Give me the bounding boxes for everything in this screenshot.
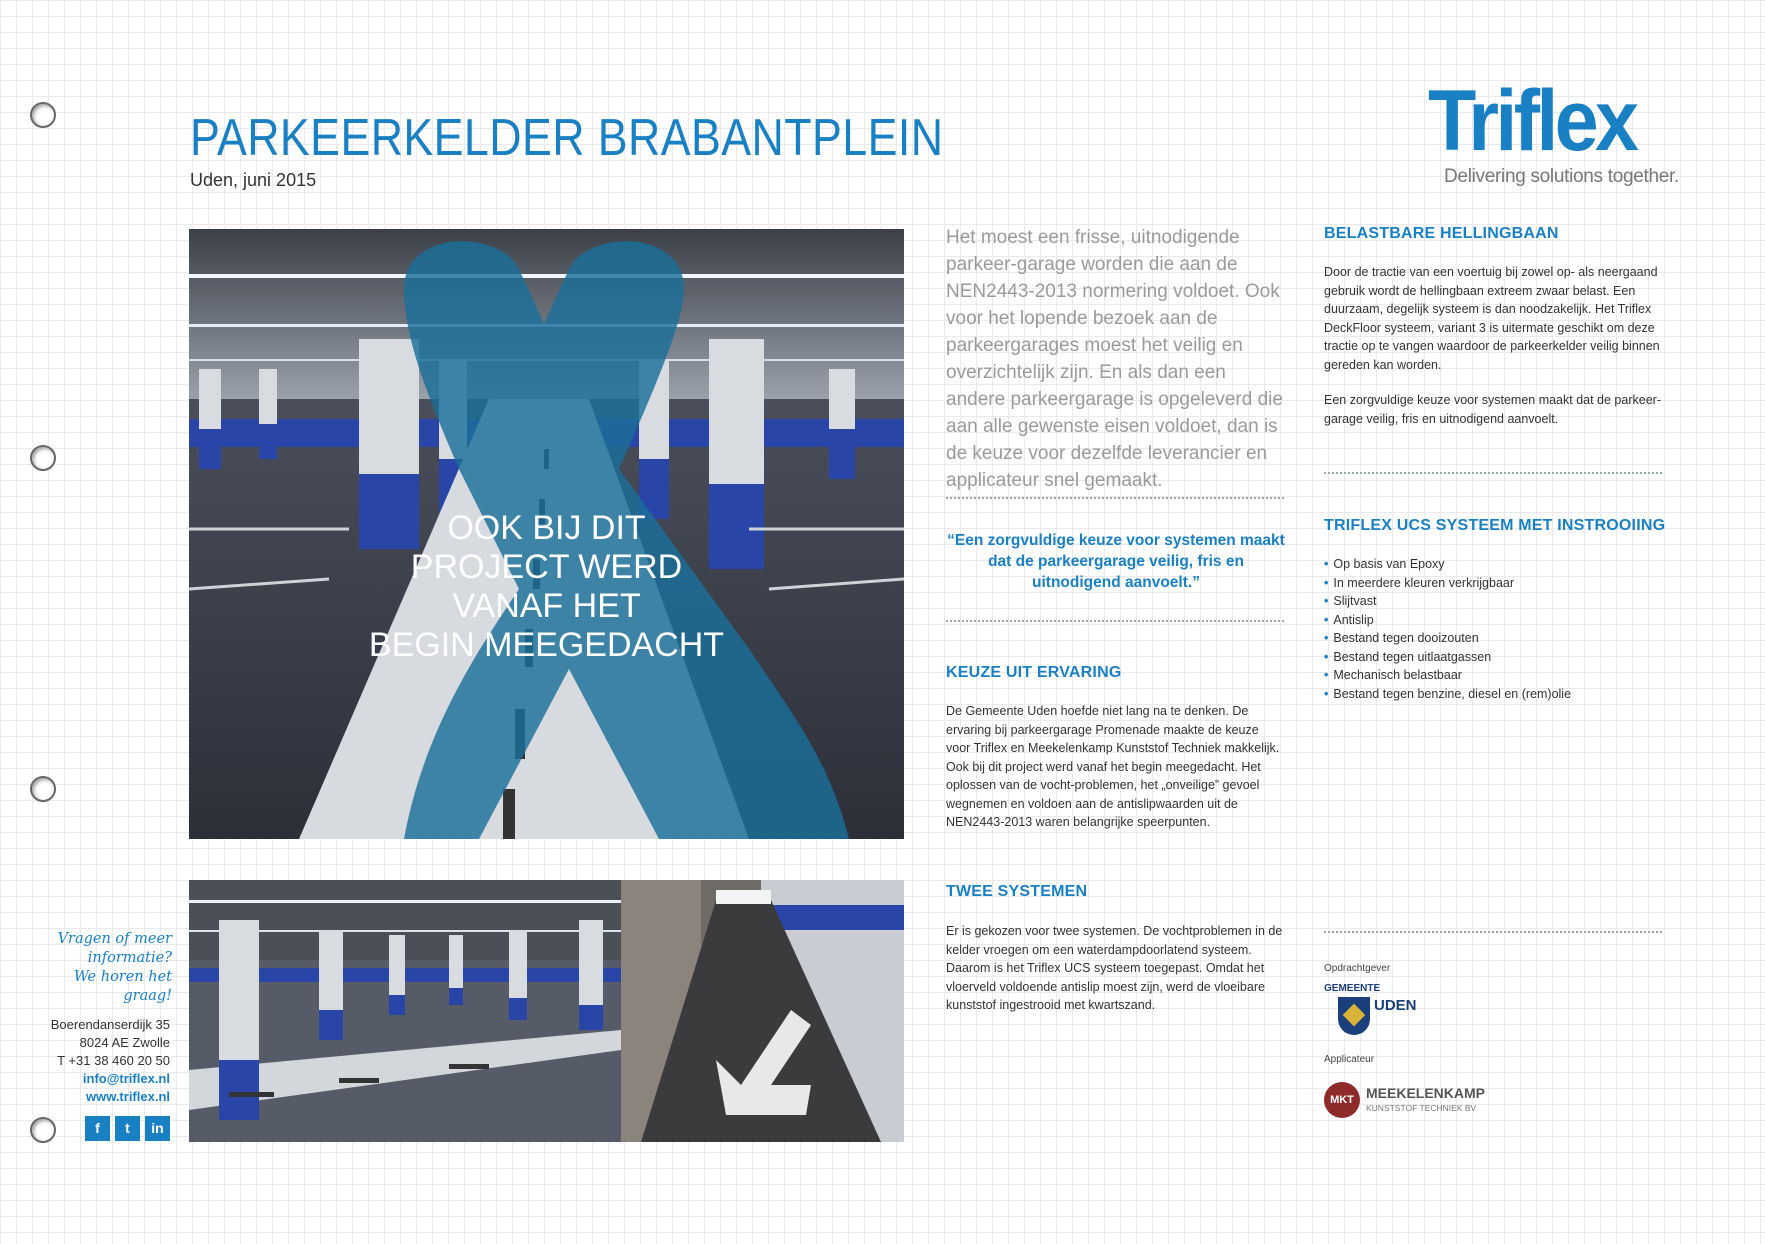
twitter-icon[interactable]: t <box>115 1116 140 1141</box>
caption-line: PROJECT WERD <box>410 548 683 586</box>
logo-tagline: Delivering solutions together. <box>1444 166 1679 187</box>
section-heading-twee: TWEE SYSTEMEN <box>946 883 1088 900</box>
ucs-feature-list <box>1324 555 1662 703</box>
binder-hole <box>30 1117 56 1143</box>
gemeente-uden-logo <box>1324 983 1444 1041</box>
section-heading-ucs: TRIFLEX UCS SYSTEEM MET INSTROOIING <box>1324 517 1666 534</box>
divider <box>946 497 1284 499</box>
main-photo <box>189 229 904 839</box>
meekelenkamp-logo <box>1324 1080 1524 1122</box>
parking-floor-photo <box>189 880 621 1142</box>
email-link[interactable]: info@triflex.nl <box>82 1071 170 1086</box>
divider <box>1324 931 1662 933</box>
applicator-sub: KUNSTSTOF TECHNIEK BV <box>1366 1103 1477 1113</box>
page-subtitle: Uden, juni 2015 <box>190 170 317 190</box>
address-line: Boerendanserdijk 35 <box>50 1017 170 1032</box>
logo-wordmark: Triflex <box>1428 73 1636 169</box>
facebook-icon[interactable]: f <box>85 1116 110 1141</box>
client-label: Opdrachtgever <box>1324 963 1391 974</box>
caption-line: OOK BIJ DIT <box>447 509 646 547</box>
callout-line: informatie? <box>87 950 172 966</box>
divider <box>1324 472 1662 474</box>
mkt-badge-text: MKT <box>1330 1094 1354 1106</box>
callout-line: We horen het graag! <box>73 969 172 1004</box>
triflex-logo <box>1428 73 1679 198</box>
binder-hole <box>30 776 56 802</box>
contact-callout <box>30 930 172 1006</box>
caption-line: BEGIN MEEGEDACHT <box>368 626 725 664</box>
section-heading-helling: BELASTBARE HELLINGBAAN <box>1324 225 1559 242</box>
binder-hole <box>30 445 56 471</box>
section-heading-keuze: KEUZE UIT ERVARING <box>946 664 1122 681</box>
photo-caption <box>189 509 904 665</box>
list-item: • In meerdere kleuren verkrijgbaar <box>1324 574 1662 593</box>
applicator-label: Applicateur <box>1324 1054 1375 1065</box>
section-body-keuze: De Gemeente Uden hoefde niet lang na te denken. De ervaring bij parkeergarage Promenade maakte de keuze voor Triflex en Meekelenkamp Kunststof Techniek makkelijk. Ook bij dit project werd vanaf het begin meegedacht. Het oplossen van de vocht-problemen, het „onveilige” gevoel wegnemen en voldoen aan de antislipwaarden uit de NEN2443-2013 waren belangrijke speerpunten. <box>946 704 1280 829</box>
pull-quote: “Een zorgvuldige keuze voor systemen maakt dat de parkeergarage veilig, fris en uitnodigend aanvoelt.” <box>947 532 1285 591</box>
list-item: • Op basis van Epoxy <box>1324 555 1662 574</box>
parking-floor-illustration <box>189 880 621 1142</box>
list-item: • Slijtvast <box>1324 592 1662 611</box>
list-item: • Bestand tegen uitlaatgassen <box>1324 648 1662 667</box>
intro-text: Het moest een frisse, uitnodigende parkeer-garage worden die aan de NEN2443-2013 normering voldoet. Ook voor het lopende bezoek aan de parkeergarages moest het veilig en overzichtelijk zijn. En als dan een andere parkeergarage is opgeleverd die aan alle gewenste eisen voldoet, dan is de keuze voor dezelfde leverancier en applicateur snel gemaakt. <box>946 227 1283 491</box>
client-logo-top: GEMEENTE <box>1324 983 1381 994</box>
website-link[interactable]: www.triflex.nl <box>85 1089 170 1104</box>
callout-line: Vragen of meer <box>57 931 172 947</box>
list-item: • Mechanisch belastbaar <box>1324 666 1662 685</box>
coat-of-arms-icon <box>1338 997 1370 1035</box>
list-item: • Bestand tegen dooizouten <box>1324 629 1662 648</box>
section-body-twee: Er is gekozen voor twee systemen. De vochtproblemen in de kelder vroegen om een waterdampdoorlatend systeem. Daarom is het Triflex UCS systeem toegepast. Omdat het vloerveld voldoende antislip moest zijn, werd de vloeibare kunststof ingestrooid met kwartszand. <box>946 924 1283 1012</box>
caption-line: VANAF HET <box>452 587 641 625</box>
section-body-helling-2: Een zorgvuldige keuze voor systemen maakt dat de parkeer-garage veilig, fris en uitnodigend aanvoelt. <box>1324 393 1661 426</box>
section-body-helling: Door de tractie van een voertuig bij zowel op- als neergaand gebruik wordt de hellingbaan extreem zwaar belast. Een duurzaam, degelijk systeem is dan noodzakelijk. Het Triflex DeckFloor systeem, variant 3 is uitermate geschikt om deze tractie op te vangen waardoor de parkeerkelder veilig binnen gereden kan worden. <box>1324 265 1660 372</box>
list-item: • Bestand tegen benzine, diesel en (rem)olie <box>1324 685 1662 704</box>
applicator-name: MEEKELENKAMP <box>1366 1085 1486 1101</box>
page-title: PARKEERKELDER BRABANTPLEIN <box>190 109 944 167</box>
phone-number: T +31 38 460 20 50 <box>57 1053 170 1068</box>
contact-block <box>40 1016 170 1106</box>
client-logo-name: UDEN <box>1374 997 1417 1014</box>
social-links <box>80 1116 170 1141</box>
mkt-badge-icon <box>1324 1082 1360 1118</box>
list-item: • Antislip <box>1324 611 1662 630</box>
divider <box>946 620 1284 622</box>
linkedin-icon[interactable]: in <box>145 1116 170 1141</box>
binder-hole <box>30 102 56 128</box>
ramp-illustration <box>621 880 904 1142</box>
ramp-photo <box>621 880 904 1142</box>
address-line: 8024 AE Zwolle <box>79 1035 170 1050</box>
